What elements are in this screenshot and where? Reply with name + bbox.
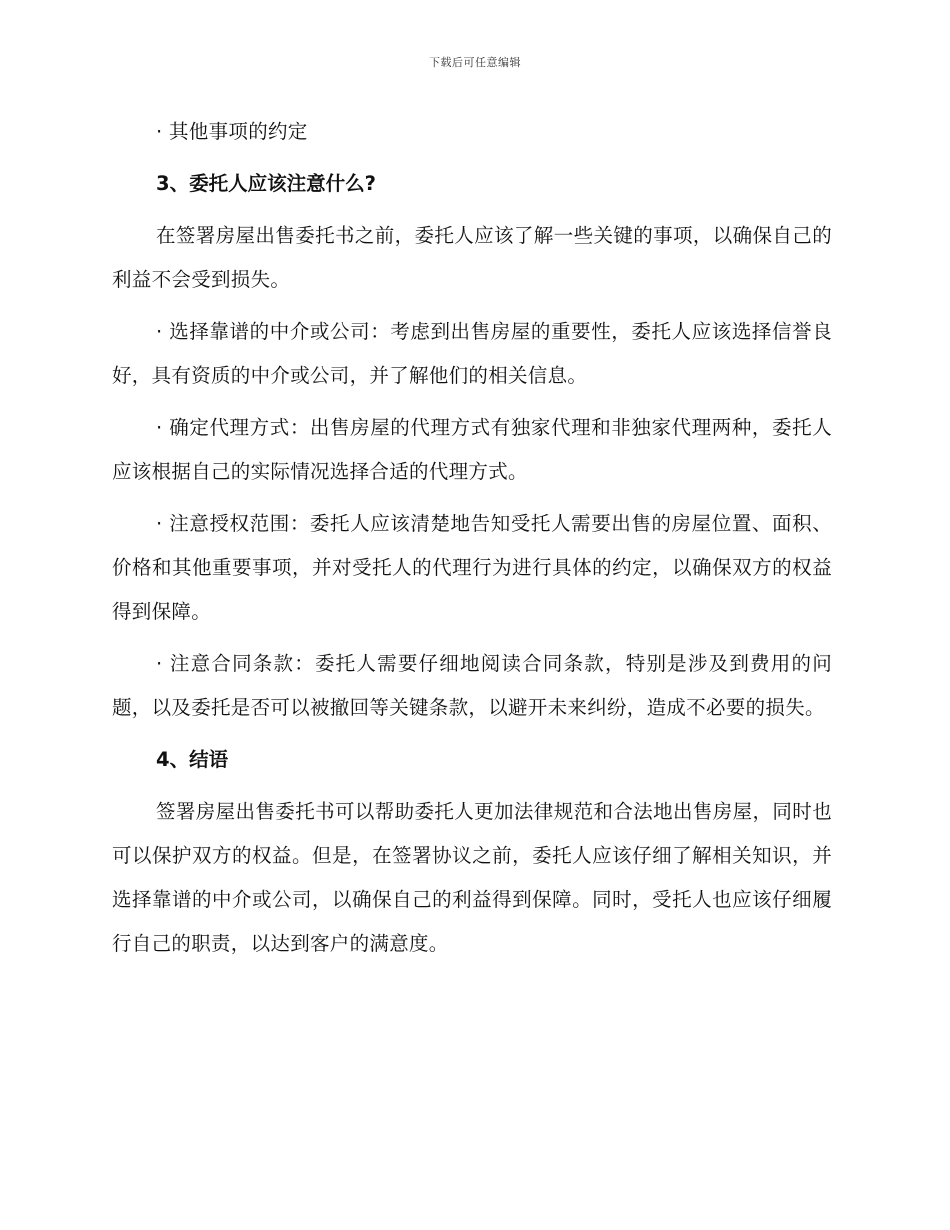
page-header-note: 下载后可任意编辑 bbox=[429, 56, 521, 69]
section-4-heading: 4、结语 bbox=[156, 748, 229, 771]
bullet-authorization-scope: · 注意授权范围：委托人应该清楚地告知受托人需要出售的房屋位置、面积、价格和其他重要事项，并对受托人的代理行为进行具体的约定，以确保双方的权益得到保障。 bbox=[112, 512, 832, 623]
document-body bbox=[112, 110, 832, 968]
conclusion-paragraph: 签署房屋出售委托书可以帮助委托人更加法律规范和合法地出售房屋，同时也可以保护双方的权益。但是，在签署协议之前，委托人应该仔细了解相关知识，并选择靠谱的中介或公司，以确保自己的利益得到保障。同时，受托人也应该仔细履行自己的职责，以达到客户的满意度。 bbox=[112, 800, 832, 955]
bullet-contract-terms: · 注意合同条款：委托人需要仔细地阅读合同条款，特别是涉及到费用的问题，以及委托是否可以被撤回等关键条款，以避开未来纠纷，造成不必要的损失。 bbox=[112, 652, 832, 719]
section-3-intro-paragraph: 在签署房屋出售委托书之前，委托人应该了解一些关键的事项，以确保自己的利益不会受到损失。 bbox=[112, 224, 832, 291]
bullet-agency-method: · 确定代理方式：出售房屋的代理方式有独家代理和非独家代理两种，委托人应该根据自己的实际情况选择合适的代理方式。 bbox=[112, 416, 832, 483]
bullet-choose-agency: · 选择靠谱的中介或公司：考虑到出售房屋的重要性，委托人应该选择信誉良好，具有资质的中介或公司，并了解他们的相关信息。 bbox=[112, 320, 832, 387]
section-3-heading: 3、委托人应该注意什么? bbox=[156, 172, 376, 195]
paragraph-other-matters: · 其他事项的约定 bbox=[156, 120, 308, 143]
